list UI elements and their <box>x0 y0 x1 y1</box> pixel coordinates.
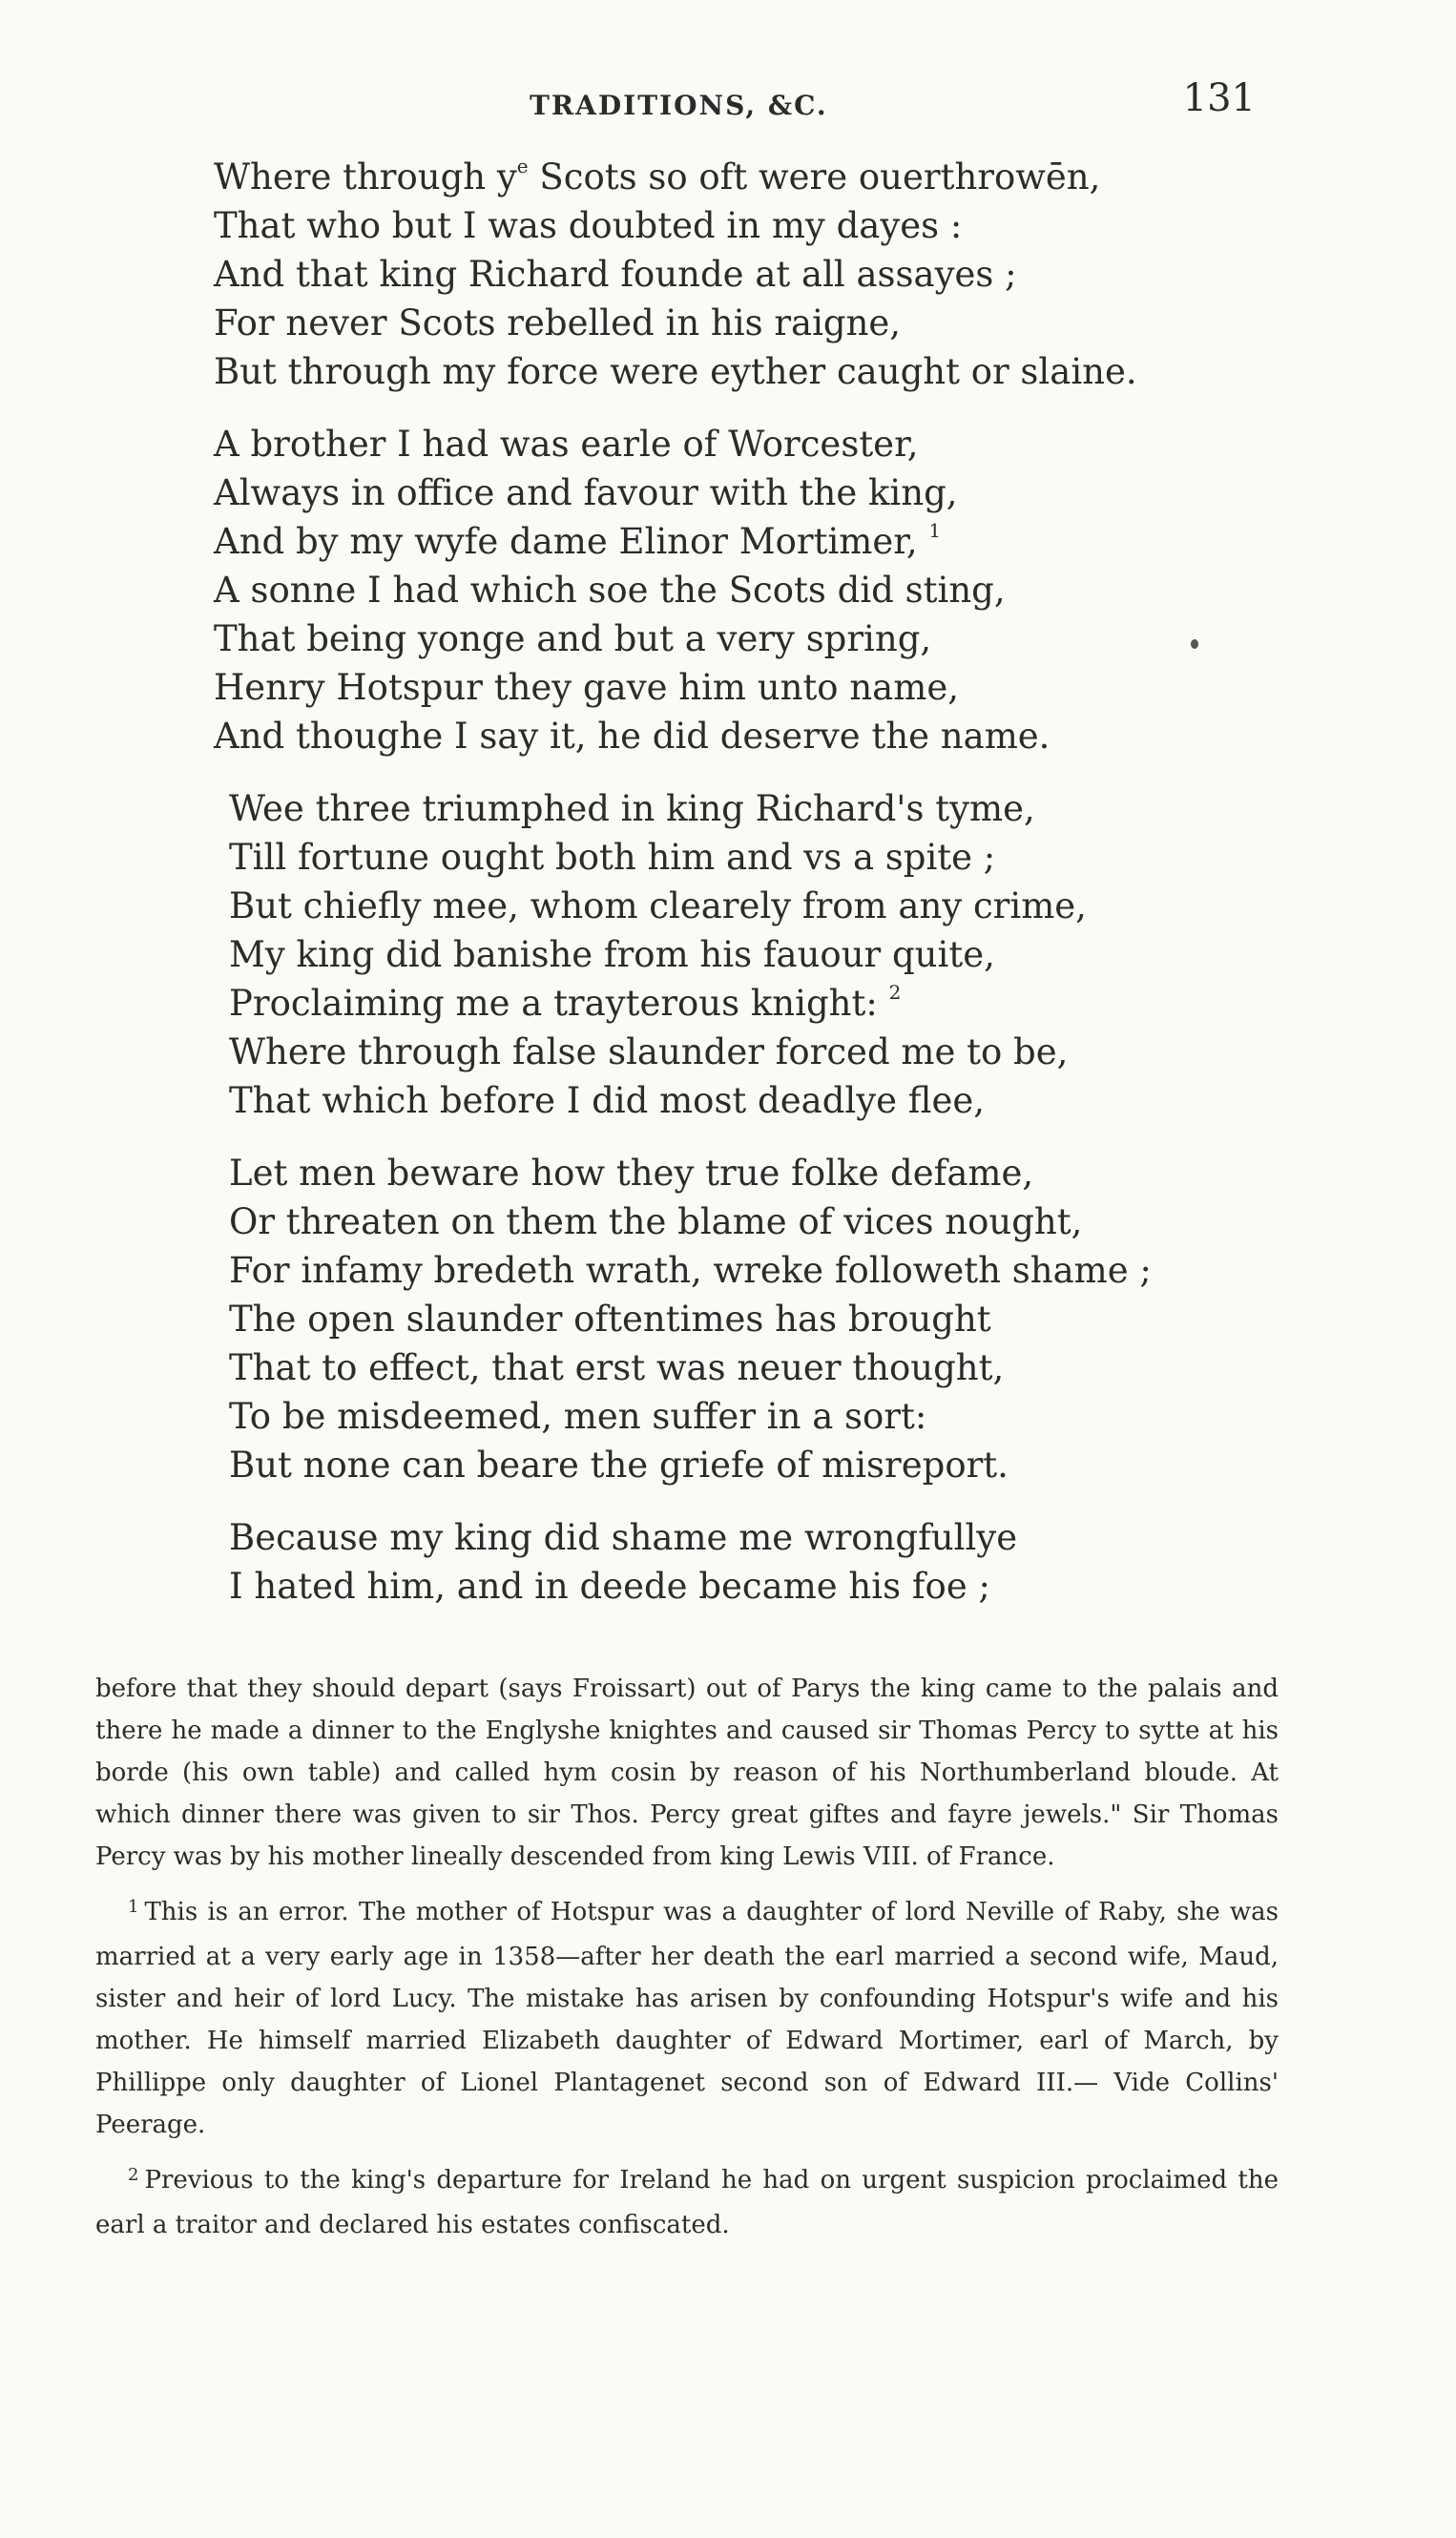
poem-line-text: Always in office and favour with the king, <box>214 472 958 513</box>
superscript: 1 <box>928 518 942 542</box>
poem-line <box>229 1343 1225 1392</box>
poem-line <box>214 663 1225 712</box>
footnote-text: This is an error. The mother of Hotspur was a daughter of lord Neville of Raby, she was married at a very early age in 1358—after her death the earl married a second wife, Maud, sister and heir of lord Lucy. The mistake has arisen by confounding Hotspur's wife and his mother. He himself married Elizabeth daughter of Edward Mortimer, earl of March, by Phillippe only daughter of Lionel Plantagenet second son of Edward III.— Vide Collins' Peerage. <box>95 1898 1279 2139</box>
poem-line-text: Where through false slaunder forced me to be, <box>229 1031 1069 1072</box>
poem-line <box>229 1076 1225 1125</box>
poem-line-text: That being yonge and but a very spring, <box>214 618 932 659</box>
poem-line-text: I hated him, and in deede became his foe ; <box>229 1566 990 1607</box>
poem-line <box>214 712 1225 760</box>
poem-line-text: And by my wyfe dame Elinor Mortimer, <box>214 521 929 562</box>
poem-line-text: Or threaten on them the blame of vices nought, <box>229 1201 1083 1242</box>
poem-line-text: That which before I did most deadlye flee, <box>229 1080 986 1121</box>
poem-line-text: A sonne I had which soe the Scots did sting, <box>214 570 1006 611</box>
poem-line-text-cont: Scots so oft were ouerthrowēn, <box>528 156 1101 198</box>
page-header <box>0 76 1456 134</box>
poem-line <box>214 299 1225 347</box>
poem-line-text: Henry Hotspur they gave him unto name, <box>214 667 959 708</box>
poem-line-text: But chiefly mee, whom clearely from any crime, <box>229 885 1087 926</box>
poem-line <box>229 1295 1225 1343</box>
poem-line-text: That to effect, that erst was neuer thought, <box>229 1347 1005 1388</box>
footnote-marker: 1 <box>128 1897 139 1917</box>
footnote-2 <box>95 2159 1279 2246</box>
poem-line <box>214 201 1225 250</box>
poem-line <box>229 1197 1225 1246</box>
poem-line <box>229 1028 1225 1076</box>
poem-line <box>229 1441 1225 1489</box>
stanza <box>214 1149 1225 1489</box>
superscript: 2 <box>888 980 902 1004</box>
poem-line <box>229 784 1225 833</box>
poem-line-text: But none can beare the griefe of misreport. <box>229 1445 1009 1486</box>
poem-line-text: That who but I was doubted in my dayes : <box>214 205 963 246</box>
footnote-1 <box>95 1891 1279 2146</box>
poem-line <box>229 882 1225 930</box>
poem-line <box>229 1149 1225 1197</box>
poem-line <box>214 250 1225 299</box>
page-number: 131 <box>1182 76 1256 120</box>
poem-line-text: Wee three triumphed in king Richard's tyme, <box>229 788 1035 829</box>
poem-line <box>229 1392 1225 1441</box>
poem-line <box>229 1562 1225 1611</box>
poem-line-text: A brother I had was earle of Worcester, <box>214 424 919 465</box>
poem-line <box>229 979 1225 1028</box>
poem-line <box>214 517 1225 566</box>
footnotes <box>95 1668 1279 2259</box>
poem-line-text: And that king Richard founde at all assayes ; <box>214 254 1017 295</box>
stanza <box>214 420 1225 760</box>
footnote-continuation <box>95 1668 1279 1878</box>
poem-line-text: To be misdeemed, men suffer in a sort: <box>229 1396 927 1437</box>
poem-line-text: Where through y <box>214 156 517 198</box>
stanza <box>214 784 1225 1125</box>
poem-line <box>229 930 1225 979</box>
superscript: e <box>516 154 529 177</box>
poem <box>214 153 1225 1634</box>
poem-line-text: Till fortune ought both him and vs a spite ; <box>229 837 996 878</box>
stanza <box>214 153 1225 396</box>
poem-line <box>214 614 1225 663</box>
poem-line <box>214 347 1225 396</box>
poem-line-text: Because my king did shame me wrongfullye <box>229 1517 1018 1558</box>
stanza <box>214 1513 1225 1611</box>
poem-line-text: But through my force were eyther caught or slaine. <box>214 351 1137 392</box>
running-title: TRADITIONS, &C. <box>530 90 828 121</box>
poem-line <box>214 566 1225 614</box>
footnote-marker: 2 <box>128 2165 139 2185</box>
poem-line-text: Proclaiming me a trayterous knight: <box>229 983 889 1024</box>
poem-line <box>214 468 1225 517</box>
poem-line-text: For infamy bredeth wrath, wreke followeth shame ; <box>229 1250 1152 1291</box>
poem-line-text: My king did banishe from his fauour quite, <box>229 934 995 975</box>
poem-line <box>214 420 1225 468</box>
footnote-text: Previous to the king's departure for Ireland he had on urgent suspicion proclaimed the earl a traitor and declared his estates confiscated. <box>95 2166 1279 2239</box>
poem-line-text: The open slaunder oftentimes has brought <box>229 1299 991 1340</box>
poem-line <box>229 1246 1225 1295</box>
poem-line-text: For never Scots rebelled in his raigne, <box>214 302 902 343</box>
footnote-text: before that they should depart (says Froissart) out of Parys the king came to the palais and there he made a dinner to the Englyshe knightes and caused sir Thomas Percy to sytte at his borde (his own table) and called hym cosin by reason of his Northumberland bloude. At which dinner there was given to sir Thos. Percy great giftes and fayre jewels." Sir Thomas Percy was by his mother lineally descended from king Lewis VIII. of France. <box>95 1675 1279 1871</box>
poem-line <box>214 153 1225 201</box>
poem-line-text: Let men beware how they true folke defame, <box>229 1153 1034 1194</box>
poem-line <box>229 1513 1225 1562</box>
poem-line-text: And thoughe I say it, he did deserve the name. <box>214 716 1050 757</box>
poem-line <box>229 833 1225 882</box>
